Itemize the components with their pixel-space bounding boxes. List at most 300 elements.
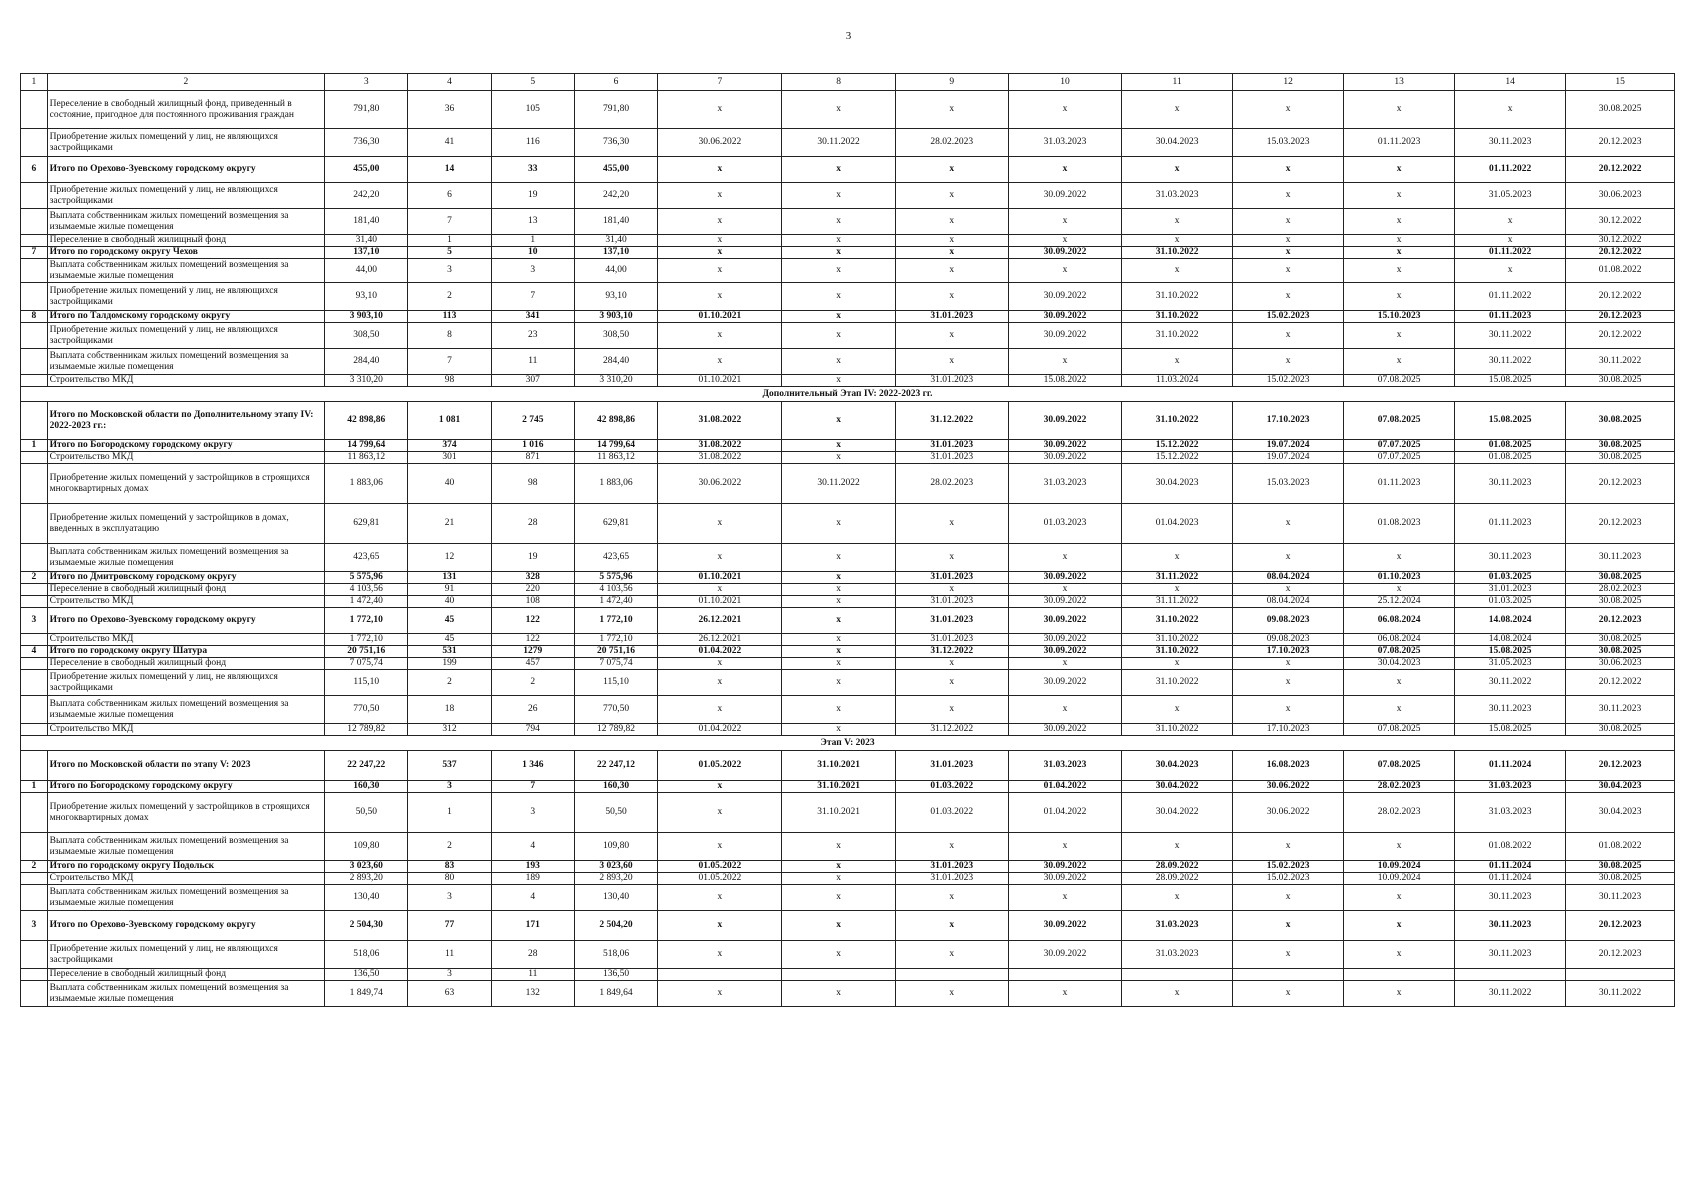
cell-value: 7 (491, 781, 574, 793)
row-name: Выплата собственникам жилых помещений возмещения за изымаемые жилые помещения (47, 259, 325, 283)
cell-value: x (1233, 833, 1344, 861)
cell-value: x (895, 349, 1008, 375)
cell-value: 12 789,82 (325, 724, 408, 736)
cell-value: 31.10.2021 (782, 751, 895, 781)
cell-value: x (782, 91, 895, 129)
cell-value: 31.10.2022 (1122, 323, 1233, 349)
cell-value: 2 893,20 (574, 873, 657, 885)
total-row (21, 608, 1675, 634)
cell-value: 19 (491, 544, 574, 572)
cell-value: 30.09.2022 (1008, 861, 1121, 873)
row-number: 4 (21, 646, 48, 658)
cell-value: 26 (491, 696, 574, 724)
cell-value: x (1233, 259, 1344, 283)
cell-value: x (1233, 911, 1344, 941)
cell-value: x (1233, 247, 1344, 259)
cell-value: 30.11.2023 (1566, 885, 1675, 911)
table-row (21, 235, 1675, 247)
cell-value: 30.08.2025 (1566, 724, 1675, 736)
cell-value: x (1344, 235, 1455, 247)
cell-value: x (658, 670, 782, 696)
row-number: 2 (21, 572, 48, 584)
cell-value: x (658, 283, 782, 311)
cell-value: x (895, 584, 1008, 596)
cell-value: 30.09.2022 (1008, 646, 1121, 658)
row-name: Выплата собственникам жилых помещений возмещения за изымаемые жилые помещения (47, 209, 325, 235)
cell-value: 36 (408, 91, 491, 129)
cell-value: 30.11.2022 (1566, 981, 1675, 1007)
row-number (21, 670, 48, 696)
cell-value: 30.04.2023 (1122, 464, 1233, 504)
column-header: 8 (782, 74, 895, 91)
cell-value (895, 969, 1008, 981)
cell-value: 15.08.2022 (1008, 375, 1121, 387)
cell-value: x (1122, 209, 1233, 235)
cell-value: 629,81 (574, 504, 657, 544)
cell-value: 3 (408, 969, 491, 981)
cell-value: 01.05.2022 (658, 751, 782, 781)
cell-value: 113 (408, 311, 491, 323)
cell-value: 5 575,96 (574, 572, 657, 584)
cell-value: 2 (408, 833, 491, 861)
cell-value: x (895, 504, 1008, 544)
cell-value: 31.03.2023 (1122, 183, 1233, 209)
cell-value (1566, 969, 1675, 981)
cell-value: 1 (408, 235, 491, 247)
row-name: Приобретение жилых помещений у застройщиков в строящихся многоквартирных домах (47, 464, 325, 504)
cell-value: 518,06 (574, 941, 657, 969)
cell-value: x (782, 885, 895, 911)
cell-value: 1 849,64 (574, 981, 657, 1007)
cell-value: 01.11.2023 (1344, 129, 1455, 157)
table-row (21, 696, 1675, 724)
cell-value: 31.05.2023 (1455, 183, 1566, 209)
cell-value: 28.02.2023 (895, 129, 1008, 157)
cell-value: x (658, 183, 782, 209)
cell-value: 20.12.2023 (1566, 311, 1675, 323)
cell-value: 11 (491, 969, 574, 981)
cell-value (1233, 969, 1344, 981)
cell-value: 31.03.2023 (1008, 129, 1121, 157)
cell-value: 770,50 (325, 696, 408, 724)
resettlement-schedule-table (20, 73, 1675, 1007)
row-number (21, 129, 48, 157)
cell-value: 42 898,86 (574, 402, 657, 440)
cell-value: 455,00 (574, 157, 657, 183)
section-title: Этап V: 2023 (21, 736, 1675, 751)
cell-value: 5 (408, 247, 491, 259)
cell-value: 30.11.2023 (1455, 911, 1566, 941)
cell-value: 28.09.2022 (1122, 873, 1233, 885)
cell-value: 518,06 (325, 941, 408, 969)
cell-value: 01.03.2025 (1455, 572, 1566, 584)
cell-value: 30.11.2022 (782, 464, 895, 504)
cell-value: 220 (491, 584, 574, 596)
row-number (21, 91, 48, 129)
row-name: Приобретение жилых помещений у лиц, не являющихся застройщиками (47, 670, 325, 696)
cell-value: 01.11.2023 (1455, 311, 1566, 323)
cell-value: x (1233, 349, 1344, 375)
cell-value: 8 (408, 323, 491, 349)
cell-value: 1 081 (408, 402, 491, 440)
row-name: Выплата собственникам жилых помещений возмещения за изымаемые жилые помещения (47, 544, 325, 572)
cell-value: 01.08.2025 (1455, 452, 1566, 464)
total-row (21, 781, 1675, 793)
cell-value: 1 (408, 793, 491, 833)
cell-value: 08.04.2024 (1233, 596, 1344, 608)
cell-value: 01.04.2022 (658, 724, 782, 736)
cell-value: 5 575,96 (325, 572, 408, 584)
cell-value: 01.08.2022 (1566, 833, 1675, 861)
cell-value: x (1233, 157, 1344, 183)
cell-value: 3 (491, 793, 574, 833)
cell-value: x (1008, 544, 1121, 572)
cell-value: x (782, 911, 895, 941)
cell-value: 07.08.2025 (1344, 375, 1455, 387)
cell-value: x (658, 544, 782, 572)
cell-value: 21 (408, 504, 491, 544)
table-row (21, 544, 1675, 572)
cell-value: 7 075,74 (574, 658, 657, 670)
cell-value: 01.03.2022 (895, 793, 1008, 833)
row-number (21, 259, 48, 283)
cell-value: 17.10.2023 (1233, 646, 1344, 658)
cell-value: 44,00 (574, 259, 657, 283)
cell-value: 122 (491, 634, 574, 646)
cell-value: x (1233, 323, 1344, 349)
row-name: Приобретение жилых помещений у застройщиков в домах, введенных в эксплуатацию (47, 504, 325, 544)
cell-value: 7 (408, 349, 491, 375)
cell-value: x (1008, 981, 1121, 1007)
cell-value: 15.02.2023 (1233, 861, 1344, 873)
row-number (21, 596, 48, 608)
cell-value: 1 472,40 (325, 596, 408, 608)
row-name: Выплата собственникам жилых помещений возмещения за изымаемые жилые помещения (47, 885, 325, 911)
cell-value: 31.03.2023 (1008, 464, 1121, 504)
cell-value: 4 103,56 (325, 584, 408, 596)
table-row (21, 873, 1675, 885)
table-row (21, 183, 1675, 209)
total-row (21, 402, 1675, 440)
cell-value: 31.01.2023 (895, 634, 1008, 646)
table-row (21, 323, 1675, 349)
cell-value: x (1233, 696, 1344, 724)
cell-value: 30.11.2022 (1455, 670, 1566, 696)
row-name: Строительство МКД (47, 375, 325, 387)
cell-value: 01.08.2023 (1344, 504, 1455, 544)
cell-value: x (658, 793, 782, 833)
cell-value: 30.09.2022 (1008, 670, 1121, 696)
cell-value: 20.12.2022 (1566, 283, 1675, 311)
cell-value: 01.11.2022 (1455, 157, 1566, 183)
cell-value: x (1233, 544, 1344, 572)
row-number (21, 941, 48, 969)
row-name: Строительство МКД (47, 873, 325, 885)
column-header: 12 (1233, 74, 1344, 91)
cell-value: 1 883,06 (325, 464, 408, 504)
cell-value: 181,40 (325, 209, 408, 235)
cell-value: 109,80 (574, 833, 657, 861)
cell-value: 01.10.2023 (1344, 572, 1455, 584)
row-name: Итого по городскому округу Чехов (47, 247, 325, 259)
cell-value: 22 247,22 (325, 751, 408, 781)
cell-value: 06.08.2024 (1344, 608, 1455, 634)
cell-value: 791,80 (325, 91, 408, 129)
cell-value: 31.10.2022 (1122, 724, 1233, 736)
row-name: Переселение в свободный жилищный фонд (47, 658, 325, 670)
cell-value: x (1122, 696, 1233, 724)
cell-value: 30.11.2023 (1455, 129, 1566, 157)
cell-value: 31.12.2022 (895, 646, 1008, 658)
cell-value: 01.11.2022 (1455, 247, 1566, 259)
cell-value: 31.03.2023 (1122, 911, 1233, 941)
cell-value: x (1233, 91, 1344, 129)
cell-value: 07.08.2025 (1344, 646, 1455, 658)
cell-value: 122 (491, 608, 574, 634)
cell-value: x (895, 544, 1008, 572)
cell-value: 01.04.2022 (1008, 793, 1121, 833)
cell-value: 12 (408, 544, 491, 572)
row-name: Приобретение жилых помещений у лиц, не являющихся застройщиками (47, 283, 325, 311)
cell-value: x (1344, 349, 1455, 375)
row-number: 1 (21, 440, 48, 452)
cell-value: 28.02.2023 (1344, 781, 1455, 793)
cell-value: x (658, 157, 782, 183)
cell-value: 50,50 (574, 793, 657, 833)
total-row (21, 311, 1675, 323)
cell-value: 44,00 (325, 259, 408, 283)
cell-value: 31,40 (325, 235, 408, 247)
cell-value: x (1344, 833, 1455, 861)
cell-value: 3 903,10 (574, 311, 657, 323)
row-number: 7 (21, 247, 48, 259)
cell-value: 20.12.2023 (1566, 464, 1675, 504)
cell-value: 15.02.2023 (1233, 375, 1344, 387)
row-number (21, 323, 48, 349)
row-number (21, 751, 48, 781)
cell-value: x (782, 596, 895, 608)
row-number (21, 873, 48, 885)
cell-value: 30.12.2022 (1566, 209, 1675, 235)
cell-value: 30.12.2022 (1566, 235, 1675, 247)
cell-value: 31,40 (574, 235, 657, 247)
cell-value: x (895, 981, 1008, 1007)
cell-value: 30.09.2022 (1008, 911, 1121, 941)
cell-value: 457 (491, 658, 574, 670)
column-header: 10 (1008, 74, 1121, 91)
row-number: 8 (21, 311, 48, 323)
cell-value: x (895, 91, 1008, 129)
cell-value: x (1233, 504, 1344, 544)
cell-value: x (782, 981, 895, 1007)
cell-value: x (1344, 584, 1455, 596)
cell-value (658, 969, 782, 981)
table-row (21, 209, 1675, 235)
cell-value: 31.01.2023 (895, 596, 1008, 608)
cell-value: 83 (408, 861, 491, 873)
cell-value: 31.12.2022 (895, 724, 1008, 736)
cell-value: 30.09.2022 (1008, 402, 1121, 440)
row-number (21, 452, 48, 464)
cell-value: 28.02.2023 (895, 464, 1008, 504)
cell-value: 2 504,30 (325, 911, 408, 941)
cell-value: x (658, 91, 782, 129)
cell-value: x (782, 658, 895, 670)
row-number: 1 (21, 781, 48, 793)
row-name: Итого по Орехово-Зуевскому городскому округу (47, 911, 325, 941)
cell-value: 31.10.2022 (1122, 283, 1233, 311)
cell-value: 3 310,20 (325, 375, 408, 387)
row-number (21, 981, 48, 1007)
cell-value: 31.10.2022 (1122, 670, 1233, 696)
column-header: 7 (658, 74, 782, 91)
cell-value: 30.09.2022 (1008, 634, 1121, 646)
cell-value: 01.05.2022 (658, 861, 782, 873)
cell-value: x (782, 157, 895, 183)
cell-value: 30.06.2023 (1566, 183, 1675, 209)
cell-value: 30.11.2023 (1455, 885, 1566, 911)
cell-value: 31.01.2023 (895, 873, 1008, 885)
table-row (21, 634, 1675, 646)
cell-value: 20 751,16 (574, 646, 657, 658)
cell-value: 26.12.2021 (658, 608, 782, 634)
cell-value: 7 (491, 283, 574, 311)
total-row (21, 247, 1675, 259)
cell-value (1344, 969, 1455, 981)
cell-value: 17.10.2023 (1233, 402, 1344, 440)
cell-value: 40 (408, 464, 491, 504)
section-row (21, 387, 1675, 402)
cell-value: 93,10 (325, 283, 408, 311)
cell-value: 2 (408, 670, 491, 696)
row-name: Выплата собственникам жилых помещений возмещения за изымаемые жилые помещения (47, 981, 325, 1007)
cell-value: 131 (408, 572, 491, 584)
cell-value: 10 (491, 247, 574, 259)
cell-value: 30.06.2022 (658, 464, 782, 504)
cell-value: 181,40 (574, 209, 657, 235)
cell-value: 3 (491, 259, 574, 283)
cell-value: 01.10.2021 (658, 311, 782, 323)
cell-value: 18 (408, 696, 491, 724)
cell-value: x (782, 402, 895, 440)
cell-value: 374 (408, 440, 491, 452)
cell-value: 45 (408, 608, 491, 634)
row-name: Итого по Талдомскому городскому округу (47, 311, 325, 323)
cell-value: x (1233, 670, 1344, 696)
cell-value: 31.10.2022 (1122, 646, 1233, 658)
cell-value: 30.09.2022 (1008, 283, 1121, 311)
cell-value: 30.08.2025 (1566, 402, 1675, 440)
cell-value: x (1008, 235, 1121, 247)
cell-value: 2 893,20 (325, 873, 408, 885)
cell-value: x (1344, 183, 1455, 209)
cell-value: 01.08.2022 (1455, 833, 1566, 861)
cell-value: 308,50 (325, 323, 408, 349)
cell-value: 30.11.2022 (782, 129, 895, 157)
cell-value: 160,30 (574, 781, 657, 793)
row-number (21, 402, 48, 440)
cell-value: 17.10.2023 (1233, 724, 1344, 736)
row-number (21, 584, 48, 596)
cell-value: 30.09.2022 (1008, 311, 1121, 323)
cell-value: x (895, 183, 1008, 209)
cell-value: 08.04.2024 (1233, 572, 1344, 584)
cell-value: x (658, 885, 782, 911)
cell-value: x (782, 646, 895, 658)
cell-value: x (782, 833, 895, 861)
cell-value: 108 (491, 596, 574, 608)
cell-value: 07.07.2025 (1344, 452, 1455, 464)
cell-value: 423,65 (325, 544, 408, 572)
cell-value: 105 (491, 91, 574, 129)
cell-value: x (1344, 981, 1455, 1007)
cell-value: x (895, 247, 1008, 259)
row-name: Строительство МКД (47, 634, 325, 646)
cell-value: 01.11.2023 (1455, 504, 1566, 544)
table-row (21, 129, 1675, 157)
cell-value: 2 (408, 283, 491, 311)
cell-value: x (782, 259, 895, 283)
cell-value: x (895, 283, 1008, 311)
cell-value: x (782, 440, 895, 452)
column-header: 14 (1455, 74, 1566, 91)
cell-value: 312 (408, 724, 491, 736)
cell-value: 07.08.2025 (1344, 724, 1455, 736)
cell-value: x (895, 941, 1008, 969)
cell-value: 30.11.2023 (1455, 696, 1566, 724)
cell-value: x (658, 349, 782, 375)
cell-value: 31.01.2023 (895, 751, 1008, 781)
data-table-container (20, 73, 1675, 1007)
cell-value: 31.01.2023 (895, 440, 1008, 452)
cell-value: x (782, 634, 895, 646)
table-body (21, 74, 1675, 1007)
cell-value (1122, 969, 1233, 981)
cell-value: 30.11.2022 (1566, 349, 1675, 375)
cell-value: 770,50 (574, 696, 657, 724)
cell-value: 284,40 (325, 349, 408, 375)
cell-value: 30.09.2022 (1008, 608, 1121, 634)
cell-value: x (1008, 658, 1121, 670)
section-row (21, 736, 1675, 751)
table-row (21, 724, 1675, 736)
cell-value: 4 (491, 885, 574, 911)
cell-value: 31.08.2022 (658, 452, 782, 464)
cell-value: x (1344, 544, 1455, 572)
cell-value: x (658, 911, 782, 941)
cell-value: 136,50 (574, 969, 657, 981)
row-name: Переселение в свободный жилищный фонд (47, 969, 325, 981)
cell-value: 307 (491, 375, 574, 387)
cell-value: 30.08.2025 (1566, 634, 1675, 646)
cell-value: 20 751,16 (325, 646, 408, 658)
cell-value: x (658, 235, 782, 247)
cell-value: 19 (491, 183, 574, 209)
cell-value: 736,30 (574, 129, 657, 157)
cell-value: x (1122, 833, 1233, 861)
cell-value: 80 (408, 873, 491, 885)
cell-value: 30.11.2023 (1566, 544, 1675, 572)
cell-value: 20.12.2023 (1566, 751, 1675, 781)
cell-value: x (1122, 259, 1233, 283)
row-number (21, 634, 48, 646)
cell-value: x (782, 349, 895, 375)
cell-value: x (782, 209, 895, 235)
cell-value: 01.03.2023 (1008, 504, 1121, 544)
cell-value: x (1233, 283, 1344, 311)
cell-value: 16.08.2023 (1233, 751, 1344, 781)
cell-value: x (1455, 259, 1566, 283)
